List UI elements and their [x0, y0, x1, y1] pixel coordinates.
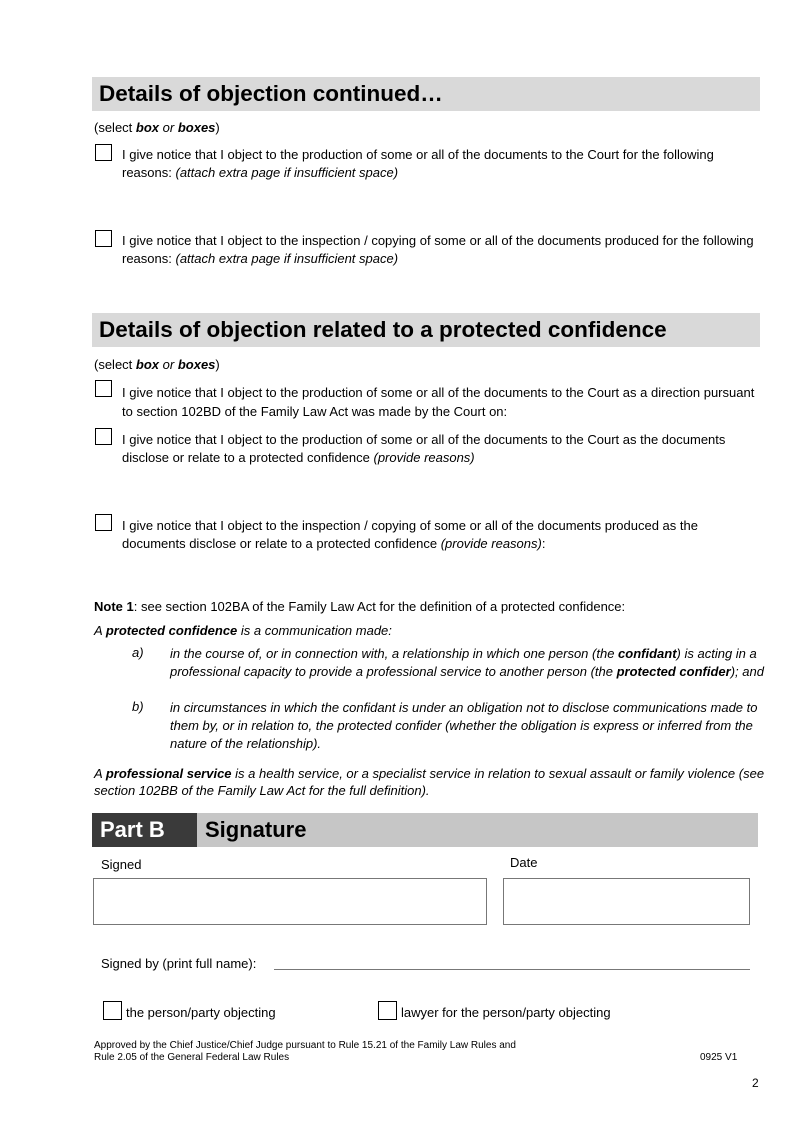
list-item-marker: a)	[132, 645, 144, 660]
select-open: (select	[94, 120, 136, 135]
prof-term: professional service	[105, 766, 232, 781]
select-close: )	[215, 357, 220, 372]
option-tail: :	[541, 536, 546, 551]
section-header-protected-confidence	[92, 313, 760, 347]
objection-confidence-production-checkbox[interactable]	[95, 428, 112, 445]
note-1	[94, 598, 625, 615]
item-bold: protected confider	[616, 664, 731, 679]
prof-rest: is a health service, or a specialist service in relation to sexual assault or family violence (see section 102BB of the Family Law Act for the full definition).	[94, 766, 765, 798]
select-box-word: box	[135, 357, 160, 372]
part-b-label: Part B	[100, 817, 165, 842]
person-party-label: the person/party objecting	[126, 1005, 276, 1020]
option-text: I give notice that I object to the inspection / copying of some or all of the documents produced as the documents disclose or relate to a protected confidence	[122, 518, 698, 551]
option-note: (attach extra page if insufficient space)	[175, 165, 399, 180]
person-party-checkbox[interactable]	[103, 1001, 122, 1020]
item-part: in circumstances in which the confidant is under an obligation not to disclose communications made to them by, or in relation to, the protected confider (whether the obligation is express or inferred from the nature of the relationship).	[170, 700, 758, 751]
objection-confidence-production-text	[122, 431, 762, 467]
select-or-word: or	[159, 120, 178, 135]
select-open: (select	[94, 357, 136, 372]
signed-label: Signed	[101, 857, 142, 872]
full-name-line[interactable]	[274, 969, 750, 970]
signature-box[interactable]	[93, 878, 487, 925]
approval-line: Approved by the Chief Justice/Chief Judge pursuant to Rule 15.21 of the Family Law Rules and	[94, 1040, 516, 1051]
select-boxes-word: boxes	[177, 120, 216, 135]
note-text: : see section 102BA of the Family Law Act for the definition of a protected confidence:	[133, 599, 626, 614]
approval-line: Rule 2.05 of the General Federal Law Rules	[94, 1052, 290, 1063]
section-title: Details of objection related to a protected confidence	[99, 317, 667, 342]
list-item-a	[170, 645, 764, 681]
objection-direction-text	[122, 383, 762, 421]
objection-inspection-text	[122, 232, 762, 268]
item-part: ) is acting in a professional capacity to provide a professional service to another person (the	[170, 646, 757, 679]
approval-text	[94, 1040, 516, 1064]
date-box[interactable]	[503, 878, 750, 925]
date-label: Date	[510, 855, 538, 870]
option-note: (attach extra page if insufficient space)	[175, 251, 399, 266]
part-b-label-block	[92, 813, 197, 847]
lawyer-label: lawyer for the person/party objecting	[401, 1005, 611, 1020]
item-part: in the course of, or in connection with, a relationship in which one person (the	[170, 646, 619, 661]
list-item-b	[170, 699, 764, 753]
option-text: I give notice that I object to the production of some or all of the documents to the Court as the documents disclose or relate to a protected confidence	[122, 432, 726, 465]
objection-confidence-inspection-checkbox[interactable]	[95, 514, 112, 531]
section-title: Details of objection continued…	[99, 81, 443, 106]
def-term: protected confidence	[105, 623, 238, 638]
option-text: I give notice that I object to the inspection / copying of some or all of the documents produced for the following reasons:	[122, 233, 754, 266]
option-note: (provide reasons)	[373, 450, 475, 465]
form-code: 0925 V1	[700, 1052, 738, 1063]
professional-service-definition	[94, 765, 766, 799]
lawyer-checkbox[interactable]	[378, 1001, 397, 1020]
select-instruction	[94, 357, 220, 372]
select-box-word: box	[135, 120, 160, 135]
signed-by-label: Signed by (print full name):	[101, 956, 257, 971]
protected-confidence-definition	[94, 622, 392, 639]
objection-production-checkbox[interactable]	[95, 144, 112, 161]
prof-a: A	[94, 766, 106, 781]
def-a: A	[94, 623, 106, 638]
option-text: I give notice that I object to the production of some or all of the documents to the Court as a direction pursuant to section 102BD of the Family Law Act was made by the Court on:	[122, 385, 755, 419]
option-text: I give notice that I object to the production of some or all of the documents to the Court for the following reasons:	[122, 147, 714, 180]
note-label: Note 1	[94, 599, 134, 614]
objection-production-text	[122, 146, 762, 182]
select-close: )	[215, 120, 220, 135]
select-instruction	[94, 120, 220, 135]
item-part: ); and	[730, 664, 764, 679]
section-header-objection-continued	[92, 77, 760, 111]
option-note: (provide reasons)	[440, 536, 542, 551]
objection-direction-checkbox[interactable]	[95, 380, 112, 397]
select-or-word: or	[159, 357, 178, 372]
part-b-header	[92, 813, 758, 847]
objection-inspection-checkbox[interactable]	[95, 230, 112, 247]
def-rest: is a communication made:	[237, 623, 392, 638]
page-number: 2	[752, 1076, 759, 1090]
item-bold: confidant	[618, 646, 677, 661]
list-item-marker: b)	[132, 699, 144, 714]
objection-confidence-inspection-text	[122, 517, 762, 553]
select-boxes-word: boxes	[177, 357, 216, 372]
part-b-title: Signature	[205, 817, 307, 842]
